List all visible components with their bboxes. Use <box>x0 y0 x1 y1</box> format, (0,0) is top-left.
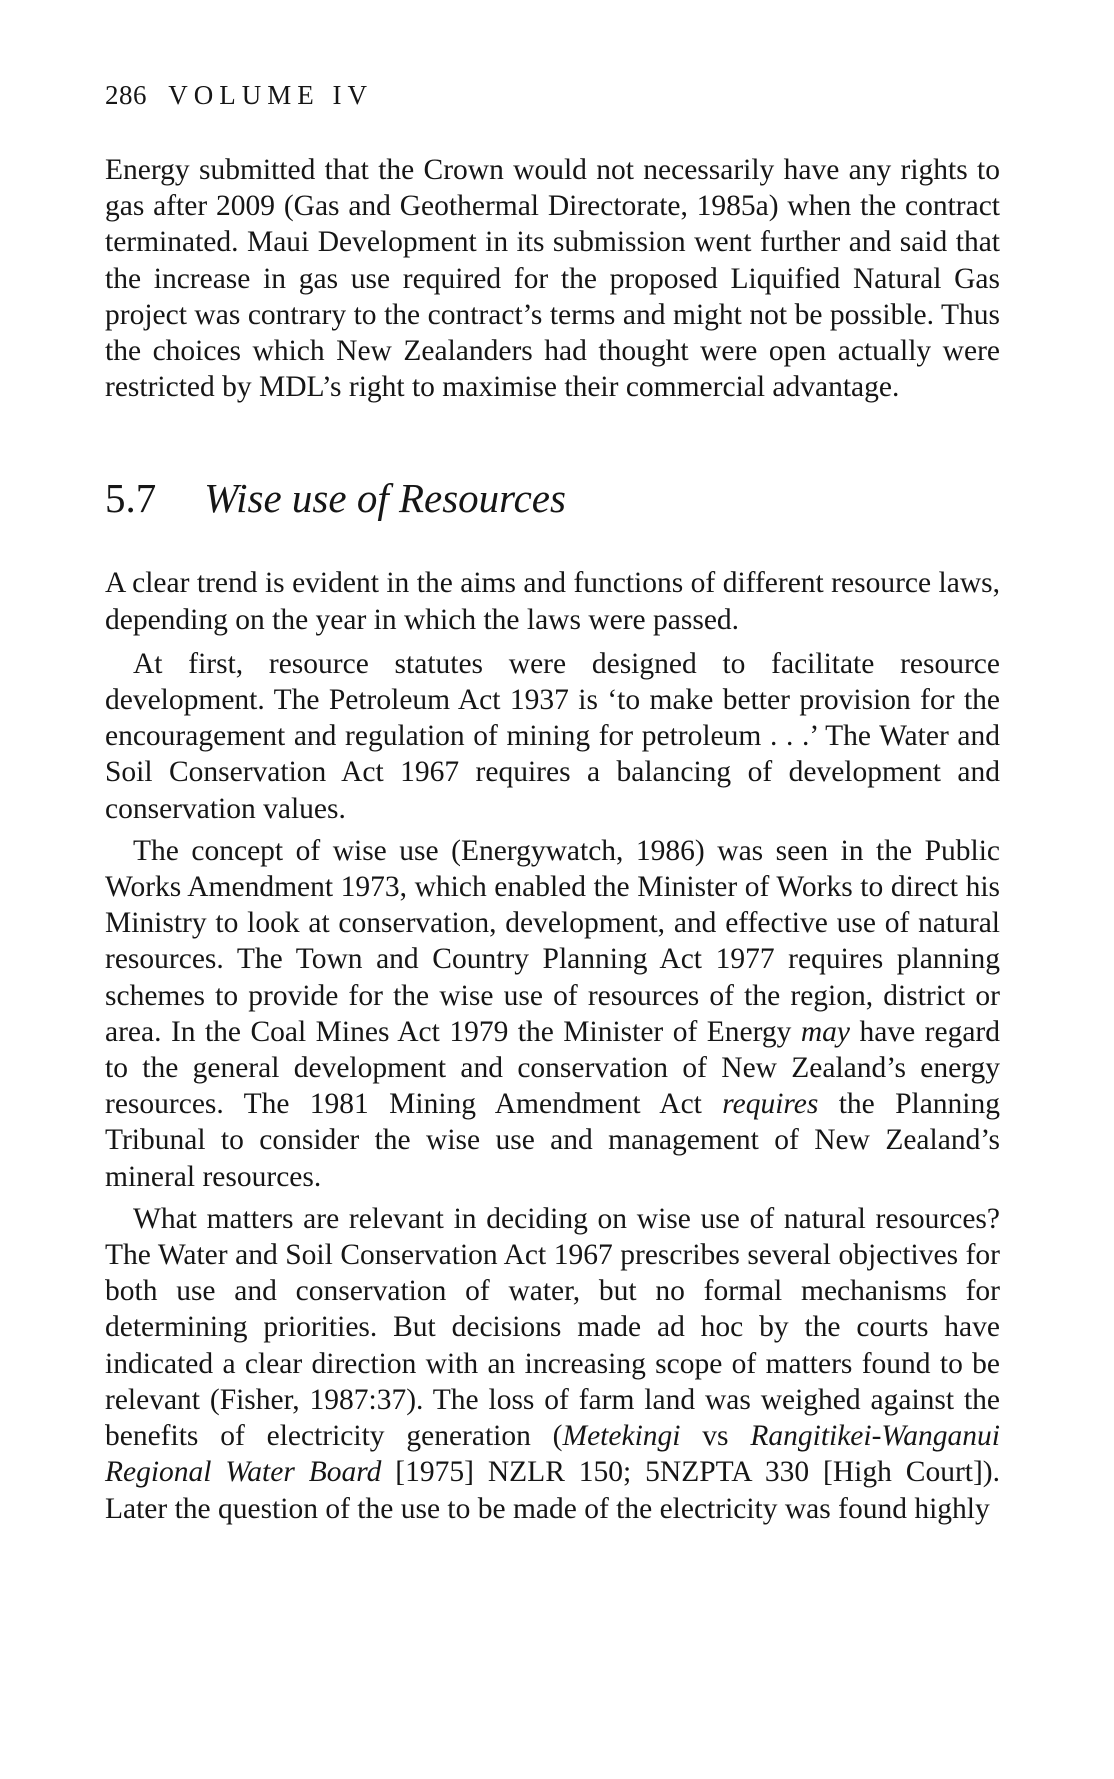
case-party-metekingi: Metekingi <box>562 1420 681 1453</box>
book-page <box>105 78 1000 1527</box>
text-run: What matters are relevant in deciding on wise use of natural resources? The Water and Soil Conservation Act 1967 prescribes several objectives for both use and conservation of water, but no formal mechanisms for determining priorities. But decisions made ad hoc by the courts have indicated a clear direction with an increasing scope of matters found to be relevant (Fisher, 1987:37). The loss of farm land was weighed against the benefits of electricity generation ( <box>105 1202 1000 1453</box>
paragraph-energy-submission: Energy submitted that the Crown would not necessarily have any rights to gas after 2009 (Gas and Geothermal Directorate, 1985a) when the contract terminated. Maui Development in its submission went further and said that the increase in gas use required for the proposed Liquified Natural Gas project was contrary to the contract’s terms and might not be possible. Thus the choices which New Zealanders had thought were open actually were restricted by MDL’s right to maximise their commercial advantage. <box>105 154 1000 404</box>
section-heading <box>105 473 1000 523</box>
paragraph-relevant-matters <box>105 1201 1000 1527</box>
text-run: The concept of wise use (Energywatch, 1986) was seen in the Public Works Amendment 1973, which enabled the Minister of Works to direct his Ministry to look at conservation, development, and effective use of natural resources. The Town and Country Planning Act 1977 requires planning schemes to provide for the wise use of resources of the region, district or area. In the Coal Mines Act 1979 the Minister of Energy <box>105 834 1000 1048</box>
text-run: [1975] NZLR 150; 5NZPTA 330 [High Court]). Later the question of the use to be made of the electricity was found highly <box>105 1456 1000 1525</box>
paragraph-clear-trend: A clear trend is evident in the aims and functions of different resource laws, depending on the year in which the laws were passed. <box>105 567 1000 636</box>
case-party-water-board: Rangitikei-Wanganui Regional Water Board <box>105 1420 1000 1489</box>
text-run: have regard to the general development and conservation of New Zealand’s energy resources. The 1981 Mining Amendment Act <box>105 1015 1000 1121</box>
text-run: vs <box>680 1420 751 1453</box>
paragraph-wise-use-concept <box>105 833 1000 1195</box>
paragraph-at-first: At first, resource statutes were designed to facilitate resource development. The Petroleum Act 1937 is ‘to make better provision for the encouragement and regulation of mining for petroleum . . .’ The Water and Soil Conservation Act 1967 requires a balancing of development and conservation values. <box>105 647 1000 825</box>
emphasis-may: may <box>800 1015 851 1048</box>
page-number: 286 <box>105 80 147 110</box>
emphasis-requires: requires <box>722 1088 819 1121</box>
text-run: the Planning Tribunal to consider the wise use and management of New Zealand’s mineral resources. <box>105 1088 1001 1193</box>
section-title: Wise use of Resources <box>204 475 566 522</box>
volume-label: VOLUME IV <box>168 80 373 110</box>
section-number: 5.7 <box>105 475 157 522</box>
running-head <box>105 78 1000 112</box>
